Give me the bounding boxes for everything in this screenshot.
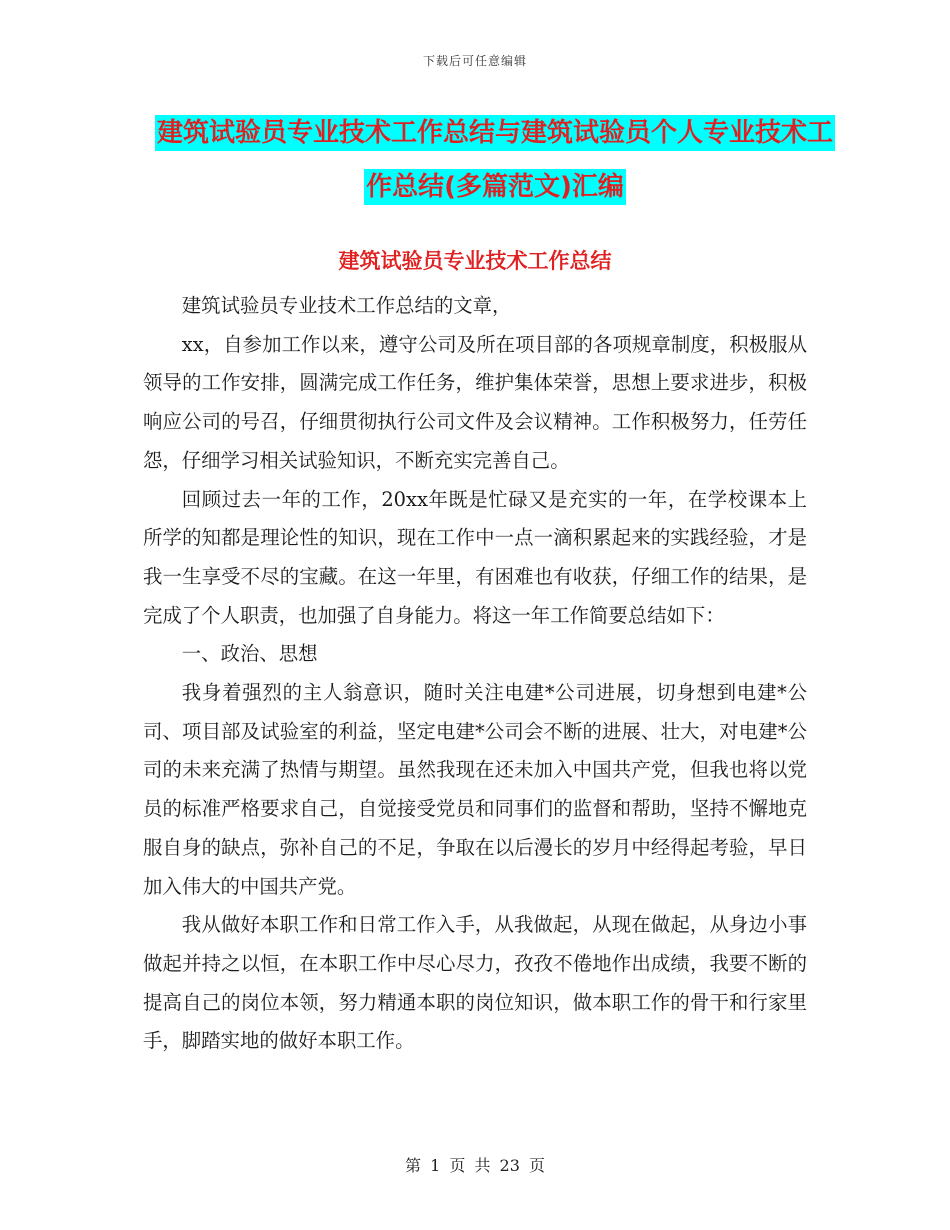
page-number: 第 1 页 共 23 页 (405, 1156, 545, 1175)
section-heading-politics: 一、政治、思想 (181, 642, 318, 666)
paragraph: 回顾过去一年的工作，20xx年既是忙碌又是充实的一年，在学校课本上所学的知都是理论性的知识，现在工作中一点一滴积累起来的实践经验，才是我一生享受不尽的宝藏。在这一年里，有困难也有收获，仔细工作的结果，是完成了个人职责，也加强了自身能力。将这一年工作简要总结如下： (143, 487, 807, 627)
paragraph: xx，自参加工作以来，遵守公司及所在项目部的各项规章制度，积极服从领导的工作安排，圆满完成工作任务，维护集体荣誉，思想上要求进步，积极响应公司的号召，仔细贯彻执行公司文件及会议精神。工作积极努力，任劳任怨，仔细学习相关试验知识，不断充实完善自己。 (143, 332, 807, 472)
document-title (150, 106, 840, 214)
document-title-text: 建筑试验员专业技术工作总结与建筑试验员个人专业技术工作总结(多篇范文)汇编 (155, 115, 835, 205)
paragraph: 我身着强烈的主人翁意识，随时关注电建*公司进展，切身想到电建*公司、项目部及试验室的利益，坚定电建*公司会不断的进展、壮大，对电建*公司的未来充满了热情与期望。虽然我现在还未加入中国共产党，但我也将以党员的标准严格要求自己，自觉接受党员和同事们的监督和帮助，坚持不懈地克服自身的缺点，弥补自己的不足，争取在以后漫长的岁月中经得起考验，早日加入伟大的中国共产党。 (143, 681, 807, 898)
section-title: 建筑试验员专业技术工作总结 (338, 249, 612, 273)
paragraph: 我从做好本职工作和日常工作入手，从我做起，从现在做起，从身边小事做起并持之以恒，在本职工作中尽心尽力，孜孜不倦地作出成绩，我要不断的提高自己的岗位本领，努力精通本职的岗位知识，做本职工作的骨干和行家里手，脚踏实地的做好本职工作。 (143, 913, 807, 1053)
document-body (143, 287, 807, 1061)
page-header-note: 下载后可任意编辑 (422, 54, 527, 68)
paragraph: 建筑试验员专业技术工作总结的文章， (181, 294, 512, 317)
